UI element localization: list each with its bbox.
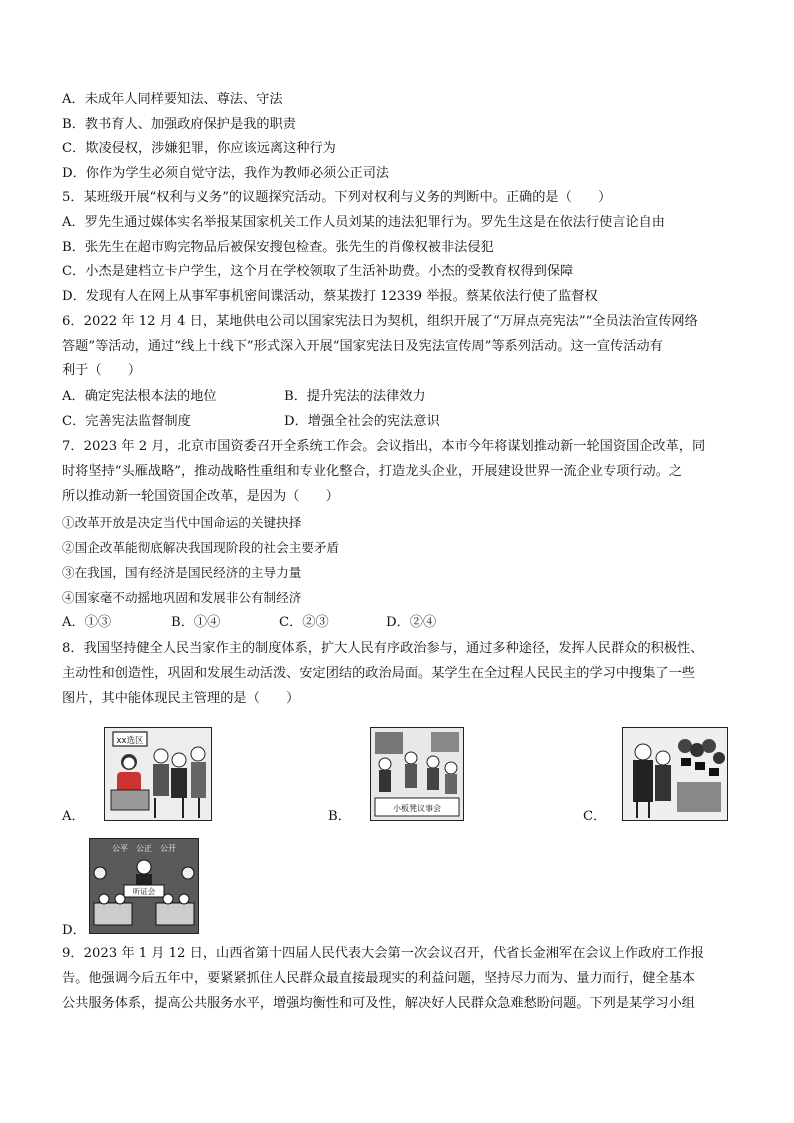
- q4-option-a: A．未成年人同样要知法、尊法、守法: [62, 92, 283, 107]
- q9-stem-line-1: 9．2023 年 1 月 12 日，山西省第十四届人民代表大会第一次会议召开，代省长金湘军在会议上作政府工作报: [62, 946, 704, 961]
- q6-stem-line-2: 答题”等活动，通过“线上十线下”形式深入开展“国家宪法日及宪法宣传周”等系列活动。这一宣传活动有: [62, 339, 663, 354]
- q9-stem-line-3: 公共服务体系，提高公共服务水平，增强均衡性和可及性，解决好人民群众急难愁盼问题。下列是某学习小组: [62, 996, 695, 1011]
- q6-stem-line-1: 6．2022 年 12 月 4 日，某地供电公司以国家宪法日为契机，组织开展了“万屏点亮宪法”“全员法治宣传网络: [62, 314, 698, 329]
- q8-stem-line-2: 主动性和创造性，巩固和发展生动活泼、安定团结的政治局面。某学生在全过程人民民主的学习中搜集了一些: [62, 666, 695, 681]
- q7-stem-line-3: 所以推动新一轮国资国企改革，是因为（ ）: [62, 489, 339, 504]
- q7-statement-3: ③在我国，国有经济是国民经济的主导力量: [62, 565, 302, 580]
- q8-image-a: [104, 727, 212, 821]
- hearing-banner-text: 公平 公正 公开: [112, 844, 176, 853]
- q8-image-b: [370, 727, 464, 821]
- q8-stem-line-3: 图片，其中能体现民主管理的是（ ）: [62, 691, 300, 706]
- q6-option-a: A．确定宪法根本法的地位: [62, 389, 217, 404]
- q8-image-c: [622, 727, 728, 821]
- q8-image-d: [89, 838, 199, 934]
- q7-option-c: C．②③: [279, 615, 329, 630]
- q8-option-b-label: B．: [328, 809, 351, 824]
- q5-option-c: C．小杰是建档立卡户学生，这个月在学校领取了生活补助费。小杰的受教育权得到保障: [62, 264, 574, 279]
- q8-option-c-label: C．: [583, 809, 607, 824]
- q7-option-d: D．②④: [386, 615, 437, 630]
- press-interview-cartoon: [623, 728, 727, 820]
- stool-council-cartoon: [371, 728, 463, 820]
- q5-stem: 5．某班级开展“权利与义务”的议题探究活动。下列对权利与义务的判断中。正确的是（ ）: [62, 190, 612, 205]
- q4-option-d: D．你作为学生必须自觉守法，我作为教师必须公正司法: [62, 166, 390, 181]
- q7-stem-line-2: 时将坚持“头雁战略”，推动战略性重组和专业化整合，打造龙头企业，开展建设世界一流企业专项行动。之: [62, 464, 683, 479]
- q6-option-d: D．增强全社会的宪法意识: [284, 414, 440, 429]
- q5-option-d: D．发现有人在网上从事军事机密间谍活动，蔡某拨打 12339 举报。蔡某依法行使了监督权: [62, 289, 598, 304]
- q6-option-b: B．提升宪法的法律效力: [284, 389, 426, 404]
- hearing-sign-text: 听证会: [132, 887, 156, 896]
- q7-option-b: B．①④: [171, 615, 221, 630]
- q7-stem-line-1: 7．2023 年 2 月，北京市国资委召开全系统工作会。会议指出，本市今年将谋划推动新一轮国资国企改革，同: [62, 439, 706, 454]
- q7-statement-4: ④国家毫不动摇地巩固和发展非公有制经济: [62, 590, 302, 605]
- q7-statement-1: ①改革开放是决定当代中国命运的关键抉择: [62, 515, 302, 530]
- q8-stem-line-1: 8．我国坚持健全人民当家作主的制度体系，扩大人民有序政治参与，通过多种途径，发挥人民群众的积极性、: [62, 641, 704, 656]
- q5-option-b: B．张先生在超市购完物品后被保安搜包检查。张先生的肖像权被非法侵犯: [62, 240, 494, 255]
- election-cartoon: [105, 728, 211, 820]
- q6-stem-line-3: 利于（ ）: [62, 363, 142, 378]
- q5-option-a: A．罗先生通过媒体实名举报某国家机关工作人员刘某的违法犯罪行为。罗先生这是在依法行使言论自由: [62, 215, 665, 230]
- q6-option-c: C．完善宪法监督制度: [62, 414, 191, 429]
- q9-stem-line-2: 告。他强调今后五年中，要紧紧抓住人民群众最直接最现实的利益问题，坚持尽力而为、量力而行，健全基本: [62, 971, 695, 986]
- q7-statement-2: ②国企改革能彻底解决我国现阶段的社会主要矛盾: [62, 540, 340, 555]
- q8-option-d-label: D．: [62, 923, 86, 938]
- q4-option-b: B．教书育人、加强政府保护是我的职责: [62, 117, 296, 132]
- q4-option-c: C．欺凌侵权，涉嫌犯罪，你应该远离这种行为: [62, 141, 336, 156]
- q8-option-a-label: A．: [62, 809, 85, 824]
- q7-option-a: A．①③: [62, 615, 112, 630]
- election-sign-text: xx选区: [116, 736, 144, 746]
- stool-council-caption: 小板凳议事会: [393, 804, 441, 813]
- public-hearing-cartoon: [90, 839, 198, 933]
